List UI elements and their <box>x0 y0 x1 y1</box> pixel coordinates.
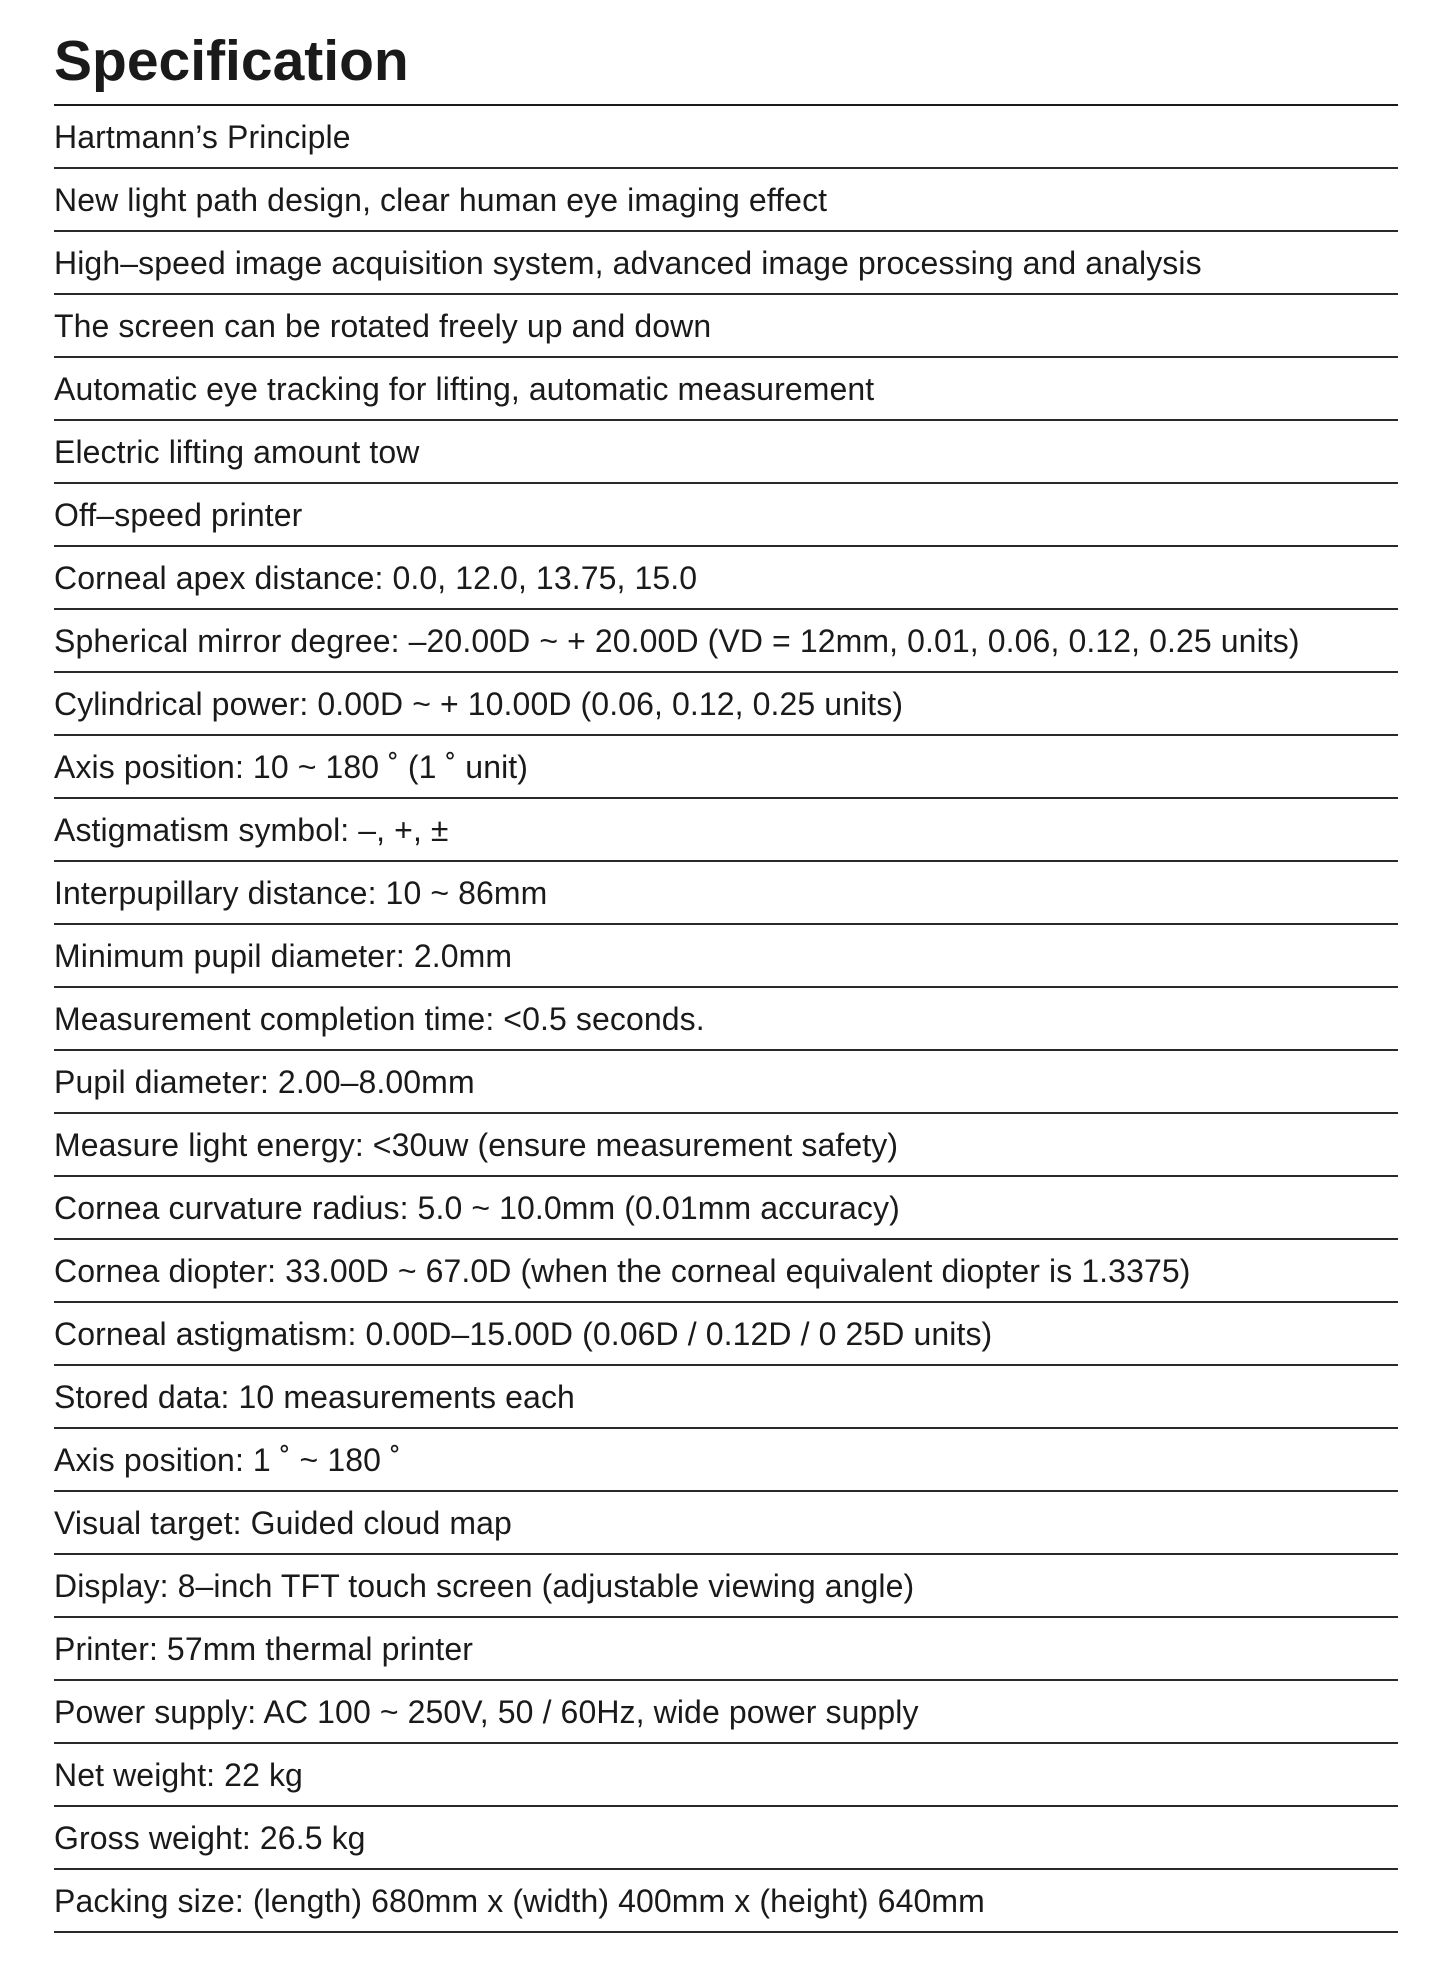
spec-row: High–speed image acquisition system, advanced image processing and analysis <box>54 232 1398 295</box>
spec-row: Gross weight: 26.5 kg <box>54 1807 1398 1870</box>
spec-row: Hartmann’s Principle <box>54 106 1398 169</box>
spec-row: Power supply: AC 100 ~ 250V, 50 / 60Hz, wide power supply <box>54 1681 1398 1744</box>
spec-row: Off–speed printer <box>54 484 1398 547</box>
spec-row: Printer: 57mm thermal printer <box>54 1618 1398 1681</box>
spec-sheet <box>54 26 1398 1933</box>
spec-row: Corneal apex distance: 0.0, 12.0, 13.75, 15.0 <box>54 547 1398 610</box>
spec-row: Measure light energy: <30uw (ensure measurement safety) <box>54 1114 1398 1177</box>
spec-row: Stored data: 10 measurements each <box>54 1366 1398 1429</box>
spec-row: Minimum pupil diameter: 2.0mm <box>54 925 1398 988</box>
spec-row: Spherical mirror degree: –20.00D ~ + 20.00D (VD = 12mm, 0.01, 0.06, 0.12, 0.25 units) <box>54 610 1398 673</box>
spec-row: Automatic eye tracking for lifting, automatic measurement <box>54 358 1398 421</box>
spec-row: Interpupillary distance: 10 ~ 86mm <box>54 862 1398 925</box>
spec-row: Cornea diopter: 33.00D ~ 67.0D (when the corneal equivalent diopter is 1.3375) <box>54 1240 1398 1303</box>
spec-row: Cylindrical power: 0.00D ~ + 10.00D (0.06, 0.12, 0.25 units) <box>54 673 1398 736</box>
spec-row: Electric lifting amount tow <box>54 421 1398 484</box>
spec-row: Pupil diameter: 2.00–8.00mm <box>54 1051 1398 1114</box>
spec-row: Measurement completion time: <0.5 seconds. <box>54 988 1398 1051</box>
page-title: Specification <box>54 29 409 93</box>
spec-row: Visual target: Guided cloud map <box>54 1492 1398 1555</box>
spec-row: Axis position: 10 ~ 180 ˚ (1 ˚ unit) <box>54 736 1398 799</box>
spec-list <box>54 106 1398 1933</box>
spec-row: Packing size: (length) 680mm x (width) 400mm x (height) 640mm <box>54 1870 1398 1933</box>
spec-row: Net weight: 22 kg <box>54 1744 1398 1807</box>
spec-row: The screen can be rotated freely up and down <box>54 295 1398 358</box>
spec-row: Cornea curvature radius: 5.0 ~ 10.0mm (0.01mm accuracy) <box>54 1177 1398 1240</box>
spec-row: Astigmatism symbol: –, +, ± <box>54 799 1398 862</box>
spec-row: Axis position: 1 ˚ ~ 180 ˚ <box>54 1429 1398 1492</box>
spec-row: New light path design, clear human eye imaging effect <box>54 169 1398 232</box>
spec-row: Display: 8–inch TFT touch screen (adjustable viewing angle) <box>54 1555 1398 1618</box>
spec-row: Corneal astigmatism: 0.00D–15.00D (0.06D / 0.12D / 0 25D units) <box>54 1303 1398 1366</box>
